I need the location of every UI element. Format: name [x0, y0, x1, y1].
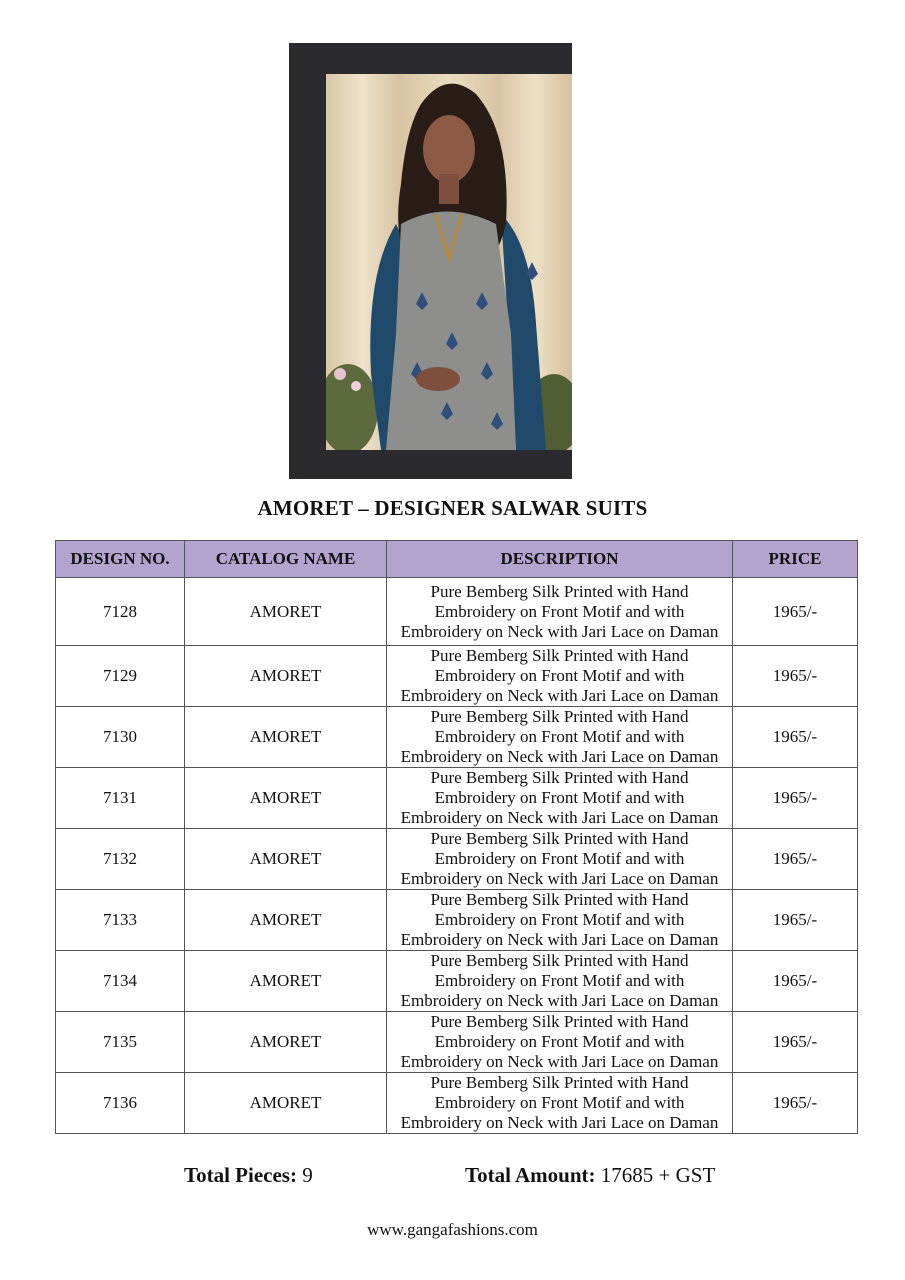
- description-line: Embroidery on Front Motif and with: [434, 849, 685, 868]
- price-cell: 1965/-: [733, 768, 858, 829]
- description-line: Embroidery on Front Motif and with: [434, 1093, 685, 1112]
- description-cell: [387, 1073, 733, 1134]
- description-line: Pure Bemberg Silk Printed with Hand: [430, 1012, 689, 1031]
- description-cell: [387, 829, 733, 890]
- description-line: Embroidery on Neck with Jari Lace on Daman: [400, 1113, 719, 1132]
- design-no-cell: 7136: [56, 1073, 185, 1134]
- header-price: PRICE: [733, 541, 858, 578]
- description-cell: [387, 707, 733, 768]
- total-amount-value: 17685 + GST: [600, 1163, 716, 1187]
- table-header-row: [56, 541, 858, 578]
- description-cell: [387, 578, 733, 646]
- design-no-cell: 7132: [56, 829, 185, 890]
- description-cell: [387, 646, 733, 707]
- description-line: Embroidery on Neck with Jari Lace on Daman: [400, 1052, 719, 1071]
- table-row: [56, 890, 858, 951]
- price-cell: 1965/-: [733, 1073, 858, 1134]
- page-title: AMORET – DESIGNER SALWAR SUITS: [257, 496, 648, 520]
- catalog-name-cell: AMORET: [185, 646, 387, 707]
- description-line: Embroidery on Neck with Jari Lace on Daman: [400, 808, 719, 827]
- description-line: Embroidery on Front Motif and with: [434, 788, 685, 807]
- price-cell: 1965/-: [733, 578, 858, 646]
- description-line: Pure Bemberg Silk Printed with Hand: [430, 890, 689, 909]
- catalog-name-cell: AMORET: [185, 890, 387, 951]
- catalog-table: [55, 540, 858, 1134]
- design-no-cell: 7133: [56, 890, 185, 951]
- table-row: [56, 1073, 858, 1134]
- catalog-name-cell: AMORET: [185, 829, 387, 890]
- total-pieces-value: 9: [302, 1163, 313, 1187]
- table-row: [56, 829, 858, 890]
- catalog-name-cell: AMORET: [185, 707, 387, 768]
- description-line: Embroidery on Neck with Jari Lace on Daman: [400, 869, 719, 888]
- table-row: [56, 768, 858, 829]
- description-cell: [387, 951, 733, 1012]
- design-no-cell: 7134: [56, 951, 185, 1012]
- design-no-cell: 7131: [56, 768, 185, 829]
- price-cell: 1965/-: [733, 707, 858, 768]
- table-row: [56, 707, 858, 768]
- catalog-name-cell: AMORET: [185, 768, 387, 829]
- description-line: Embroidery on Neck with Jari Lace on Daman: [400, 747, 719, 766]
- design-no-cell: 7129: [56, 646, 185, 707]
- catalog-name-cell: AMORET: [185, 951, 387, 1012]
- price-cell: 1965/-: [733, 829, 858, 890]
- description-line: Embroidery on Front Motif and with: [434, 601, 685, 621]
- design-no-cell: 7130: [56, 707, 185, 768]
- price-cell: 1965/-: [733, 1012, 858, 1073]
- product-photo: [326, 74, 572, 450]
- header-design-no: DESIGN NO.: [56, 541, 185, 578]
- total-pieces-label: Total Pieces:: [184, 1163, 297, 1187]
- catalog-name-cell: AMORET: [185, 578, 387, 646]
- total-amount-label: Total Amount:: [465, 1163, 596, 1187]
- description-line: Pure Bemberg Silk Printed with Hand: [430, 951, 689, 970]
- table-row: [56, 951, 858, 1012]
- description-line: Embroidery on Front Motif and with: [434, 971, 685, 990]
- description-line: Pure Bemberg Silk Printed with Hand: [430, 1073, 689, 1092]
- description-line: Pure Bemberg Silk Printed with Hand: [430, 707, 689, 726]
- description-cell: [387, 768, 733, 829]
- description-line: Embroidery on Neck with Jari Lace on Daman: [400, 686, 719, 705]
- price-cell: 1965/-: [733, 951, 858, 1012]
- description-line: Embroidery on Neck with Jari Lace on Daman: [400, 621, 719, 641]
- description-line: Pure Bemberg Silk Printed with Hand: [430, 581, 689, 601]
- price-cell: 1965/-: [733, 646, 858, 707]
- table-row: [56, 1012, 858, 1073]
- table-row: [56, 578, 858, 646]
- table-row: [56, 646, 858, 707]
- description-line: Pure Bemberg Silk Printed with Hand: [430, 646, 689, 665]
- description-line: Embroidery on Front Motif and with: [434, 1032, 685, 1051]
- header-catalog-name: CATALOG NAME: [185, 541, 387, 578]
- catalog-name-cell: AMORET: [185, 1073, 387, 1134]
- description-line: Embroidery on Neck with Jari Lace on Daman: [400, 930, 719, 949]
- footer-website[interactable]: www.gangafashions.com: [367, 1220, 538, 1239]
- description-line: Embroidery on Front Motif and with: [434, 727, 685, 746]
- price-cell: 1965/-: [733, 890, 858, 951]
- catalog-name-cell: AMORET: [185, 1012, 387, 1073]
- description-line: Pure Bemberg Silk Printed with Hand: [430, 768, 689, 787]
- description-line: Embroidery on Neck with Jari Lace on Daman: [400, 991, 719, 1010]
- design-no-cell: 7128: [56, 578, 185, 646]
- total-pieces: [184, 1163, 313, 1188]
- header-description: DESCRIPTION: [387, 541, 733, 578]
- design-no-cell: 7135: [56, 1012, 185, 1073]
- description-line: Pure Bemberg Silk Printed with Hand: [430, 829, 689, 848]
- description-cell: [387, 890, 733, 951]
- description-cell: [387, 1012, 733, 1073]
- total-amount: [465, 1163, 715, 1188]
- product-photo-frame: [289, 43, 572, 479]
- description-line: Embroidery on Front Motif and with: [434, 910, 685, 929]
- description-line: Embroidery on Front Motif and with: [434, 666, 685, 685]
